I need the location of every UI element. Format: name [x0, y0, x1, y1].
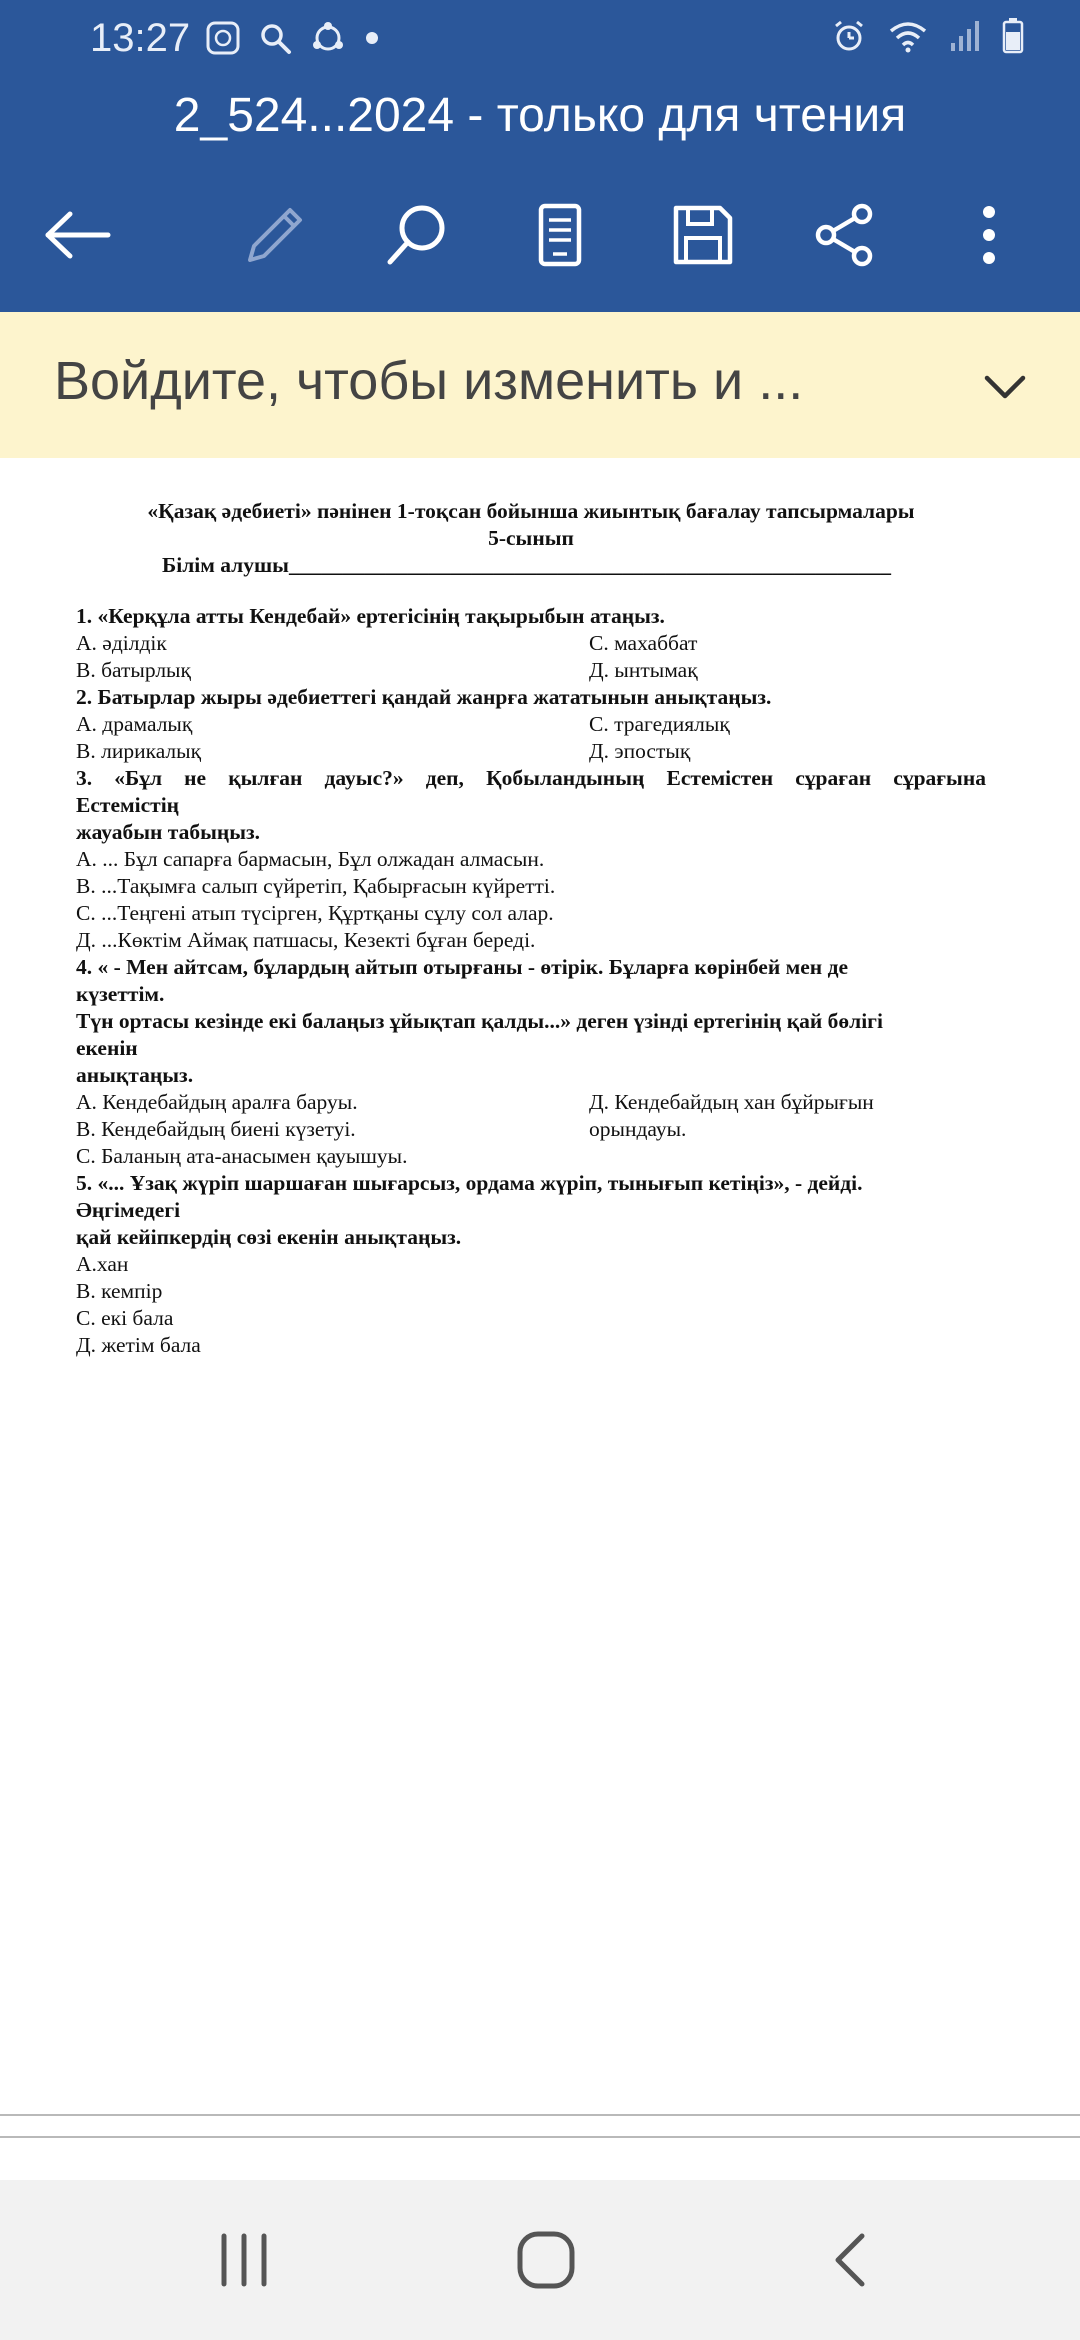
- q5-option-b: В. кемпір: [76, 1279, 163, 1303]
- q4-question-line-5: анықтаңыз.: [76, 1063, 194, 1087]
- save-icon: [670, 202, 736, 268]
- back-arrow-icon: [42, 210, 112, 260]
- q5-question-line-2: Әңгімедегі: [76, 1198, 181, 1222]
- dot-icon: [364, 30, 380, 51]
- mail-icon: [206, 21, 240, 60]
- q3-question-line-3: жауабын табыңыз.: [76, 820, 261, 844]
- q4-option-d-line-1: Д. Кендебайдың хан бұйрығын: [589, 1090, 874, 1114]
- q2-row-1: [76, 711, 986, 738]
- alarm-icon: [832, 19, 866, 58]
- q3-option-a: А. ... Бұл сапарға бармасын, Бұл олжадан алмасын.: [76, 847, 545, 871]
- signal-icon: [950, 19, 980, 58]
- q2-option-a: А. драмалық: [76, 712, 193, 736]
- q1-row-1: [76, 630, 986, 657]
- q4-option-b: В. Кендебайдың биені күзетуі.: [76, 1117, 356, 1141]
- q5-question-line-3: қай кейіпкердің сөзі екенін анықтаңыз.: [76, 1225, 462, 1249]
- q4-option-a: А. Кендебайдың аралға баруы.: [76, 1090, 358, 1114]
- q1-question: 1. «Керқұла атты Кендебай» ертегісінің тақырыбын атаңыз.: [76, 604, 665, 628]
- q1-option-b: В. батырлық: [76, 658, 191, 682]
- edit-pencil-icon: [242, 202, 308, 268]
- q1-row-2: [76, 657, 986, 684]
- student-underline: ________________________________________________________: [288, 553, 891, 577]
- reading-mode-button[interactable]: [515, 190, 605, 280]
- search-icon: [258, 21, 292, 60]
- q5-option-a: А.хан: [76, 1252, 129, 1276]
- status-time: 13:27: [90, 16, 191, 60]
- battery-icon: [1002, 18, 1024, 59]
- status-icons-right: [832, 18, 1024, 59]
- edit-button[interactable]: [230, 190, 320, 280]
- status-icons-left: [206, 20, 380, 61]
- q2-option-c: С. трагедиялық: [589, 712, 730, 736]
- save-button[interactable]: [658, 190, 748, 280]
- q4-row-2: [76, 1116, 986, 1143]
- doc-heading: «Қазақ әдебиеті» пәнінен 1-тоқсан бойынша жиынтық бағалау тапсырмалары: [147, 499, 915, 523]
- more-vertical-icon: [979, 202, 999, 268]
- sign-in-banner[interactable]: [0, 312, 1080, 460]
- q1-option-c: С. махаббат: [589, 631, 698, 655]
- app-header: [0, 0, 1080, 312]
- toolbar: [0, 190, 1080, 280]
- recent-apps-icon: [214, 2230, 274, 2290]
- q4-question-line-4: екенін: [76, 1036, 138, 1060]
- q1-option-a: А. әділдік: [76, 631, 167, 655]
- q3-question-quote: 3. «Бұл не қылған дауыс?»: [76, 766, 426, 790]
- chevron-down-icon: [983, 374, 1027, 400]
- q3-question-line-2: Естемістің: [76, 793, 180, 817]
- sync-icon: [310, 20, 346, 61]
- q3-option-b: В. ...Тақымға салып сүйретіп, Қабырғасын күйретті.: [76, 874, 556, 898]
- share-icon: [812, 202, 878, 268]
- document-page[interactable]: [0, 458, 1080, 2118]
- home-icon: [515, 2229, 577, 2291]
- q2-option-b: В. лирикалық: [76, 739, 202, 763]
- q5-option-c: С. екі бала: [76, 1306, 174, 1330]
- page-divider: [0, 2114, 1080, 2116]
- banner-expand-button[interactable]: [970, 352, 1040, 422]
- search-icon: [384, 202, 450, 268]
- sign-in-banner-text: Войдите, чтобы изменить и ...: [54, 351, 804, 411]
- q4-option-c: С. Баланың ата-анасымен қауышуы.: [76, 1144, 408, 1168]
- q2-row-2: [76, 738, 986, 765]
- document-title: 2_524...2024 - только для чтения: [173, 89, 907, 142]
- q4-option-d-line-2: орындауы.: [589, 1117, 687, 1141]
- q5-question-line-1: 5. «... Ұзақ жүріп шаршаған шығарсыз, ордама жүріп, тынығып кетіңіз», - дейді.: [76, 1171, 863, 1195]
- q4-question-line-1: 4. « - Мен айтсам, бұлардың айтып отырғаны - өтірік. Бұларға көрінбей мен де: [76, 955, 848, 979]
- back-icon: [830, 2230, 870, 2290]
- search-button[interactable]: [372, 190, 462, 280]
- back-button[interactable]: [32, 190, 122, 280]
- q5-option-d: Д. жетім бала: [76, 1333, 201, 1357]
- spacer: [76, 579, 986, 603]
- q1-option-d: Д. ынтымақ: [589, 658, 698, 682]
- q3-option-c: С. ...Теңгені атып түсірген, Құртқаны сұлу сол алар.: [76, 901, 554, 925]
- q3-question-rest: деп, Қобыландының Естемістен сұраған сұрағына: [425, 766, 986, 790]
- system-navigation-bar: [0, 2180, 1080, 2340]
- doc-grade: 5-сынып: [488, 526, 574, 550]
- wifi-icon: [888, 19, 928, 58]
- status-bar: [0, 0, 1080, 80]
- student-label: Білім алушы: [162, 553, 289, 577]
- student-name-line: [76, 552, 986, 579]
- home-button[interactable]: [486, 2210, 606, 2310]
- reading-mode-icon: [535, 202, 585, 268]
- recent-apps-button[interactable]: [184, 2210, 304, 2310]
- q3-option-d: Д. ...Көктім Аймақ патшасы, Кезекті бұған береді.: [76, 928, 536, 952]
- more-options-button[interactable]: [944, 190, 1034, 280]
- back-nav-button[interactable]: [790, 2210, 910, 2310]
- q2-question: 2. Батырлар жыры әдебиеттегі қандай жанрға жататынын анықтаңыз.: [76, 685, 772, 709]
- q2-option-d: Д. эпостық: [589, 739, 691, 763]
- q3-question-line-1: [76, 765, 986, 792]
- q4-question-line-2: күзеттім.: [76, 982, 165, 1006]
- share-button[interactable]: [800, 190, 890, 280]
- q4-question-line-3: Түн ортасы кезінде екі балаңыз ұйықтап қалды...» деген үзінді ертегінің қай бөлігі: [76, 1009, 883, 1033]
- page-divider: [0, 2136, 1080, 2138]
- q4-row-1: [76, 1089, 986, 1116]
- document-content: [76, 498, 986, 1359]
